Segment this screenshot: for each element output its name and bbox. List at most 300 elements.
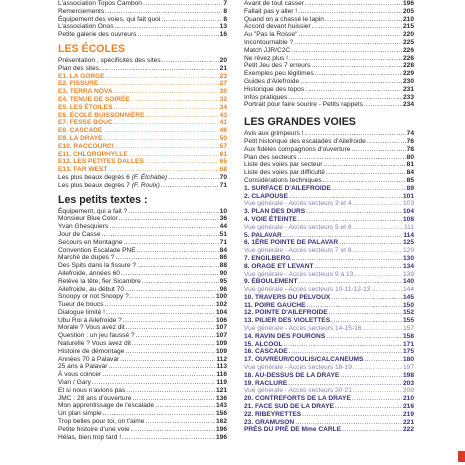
dot-leader <box>294 39 402 47</box>
dot-leader <box>289 55 402 63</box>
entry-title <box>244 200 352 208</box>
dot-leader <box>124 239 219 247</box>
toc-entry[interactable] <box>58 174 227 182</box>
entry-title-text: Guides d'Ailefroide <box>244 77 300 85</box>
toc-entry[interactable] <box>58 135 227 143</box>
entry-title <box>244 247 352 255</box>
toc-entry[interactable] <box>58 254 227 262</box>
toc-column-right <box>244 0 414 434</box>
entry-title <box>244 403 334 411</box>
toc-entry[interactable] <box>58 0 227 8</box>
entry-title-text: Années 70 à Palavar <box>58 355 120 363</box>
dot-leader <box>299 278 402 286</box>
entry-title-text: Vue générale - Accès secteurs 14-15-16 <box>244 325 362 333</box>
entry-title-text: E10. RACCOURCI <box>58 142 114 150</box>
toc-entry[interactable] <box>244 31 414 39</box>
toc-entry[interactable] <box>244 278 414 286</box>
entry-title-text: Vue générale - Accès secteurs 18-19 <box>244 364 352 372</box>
entry-title <box>244 356 363 364</box>
dot-leader <box>302 411 402 419</box>
toc-subentry[interactable] <box>244 200 414 208</box>
entry-title-text: Vue générale - Accès secteurs 7 et 8 <box>244 247 352 255</box>
entry-title <box>58 286 124 294</box>
toc-entry[interactable] <box>244 403 414 411</box>
toc-entry[interactable] <box>58 158 227 166</box>
dot-leader <box>126 324 215 332</box>
dot-leader <box>364 356 402 364</box>
entry-title-text: E5. LES ÉTOILES <box>58 103 113 111</box>
toc-entry[interactable] <box>58 309 227 317</box>
entry-title-text: 2. CLAPOUSE <box>244 192 288 200</box>
ecoles-list <box>58 73 227 174</box>
toc-subentry[interactable] <box>244 364 414 372</box>
entry-title <box>244 62 310 70</box>
page-number: 76 <box>406 137 414 145</box>
toc-entry[interactable] <box>58 73 227 81</box>
dot-leader <box>105 301 215 309</box>
entry-title-text: 19. RACLURE <box>244 379 288 387</box>
toc-entry[interactable] <box>58 231 227 239</box>
entry-title <box>244 138 366 146</box>
toc-entry[interactable] <box>244 138 414 146</box>
page-number: 74 <box>406 130 414 138</box>
toc-entry[interactable] <box>58 104 227 112</box>
entry-credit: (F. Étchabe) <box>129 173 168 181</box>
dot-leader <box>128 208 218 216</box>
entry-title-text: Équipement des voies, qui fait quoi <box>58 15 161 23</box>
dot-leader <box>162 57 219 65</box>
entry-title <box>244 169 325 177</box>
ecoles-pre-list <box>58 57 227 73</box>
entry-title-text: À vous coincer <box>58 371 102 379</box>
toc-entry[interactable] <box>244 16 414 24</box>
entry-title <box>58 402 154 410</box>
entry-title <box>244 216 297 224</box>
page-number: 102 <box>215 301 227 309</box>
entry-title <box>58 254 114 262</box>
dot-leader <box>353 247 402 255</box>
toc-entry[interactable] <box>58 293 227 301</box>
entry-title-text: Ubu Roi à Ailefroide ? <box>58 316 122 324</box>
toc-entry[interactable] <box>244 239 414 247</box>
toc-entry[interactable] <box>244 185 414 193</box>
toc-entry[interactable] <box>244 86 414 94</box>
entry-title-text: Secours en Montagne <box>58 238 123 246</box>
entry-title <box>58 348 124 356</box>
toc-subentry[interactable] <box>244 224 414 232</box>
entry-title-text: 10. TRAVERS DU PELVOUX <box>244 293 331 301</box>
page-number: 228 <box>402 62 414 70</box>
dot-leader <box>305 130 406 138</box>
toc-entry[interactable] <box>244 177 414 185</box>
entry-title <box>244 185 331 193</box>
toc-entry[interactable] <box>58 215 227 223</box>
entry-title <box>244 23 311 31</box>
entry-title-text: Des Spits dans la fissure ? <box>58 262 137 270</box>
page-number: 90 <box>219 269 227 277</box>
toc-entry[interactable] <box>244 372 414 380</box>
toc-subentry[interactable] <box>244 387 414 395</box>
toc-entry[interactable] <box>58 340 227 348</box>
toc-entry[interactable] <box>58 8 227 16</box>
toc-entry[interactable] <box>244 411 414 419</box>
entry-title <box>58 426 130 434</box>
entry-title <box>244 146 350 154</box>
dot-leader <box>113 104 218 112</box>
dot-leader <box>106 73 219 81</box>
entry-title <box>244 86 304 94</box>
entry-title-text: Petite histoire d'une voie <box>58 425 130 433</box>
entry-title-text: E8. CASCADE <box>58 127 103 135</box>
toc-entry[interactable] <box>58 434 227 442</box>
entry-title-text: 16. CASCADE <box>244 348 288 356</box>
toc-entry[interactable] <box>58 182 227 190</box>
dot-leader <box>353 224 403 232</box>
toc-entry[interactable] <box>58 278 227 286</box>
entry-title <box>58 215 118 223</box>
entry-title <box>58 127 102 135</box>
entry-title-text: E11. CHLOROPHYLLE <box>58 150 128 158</box>
entry-title <box>244 395 351 403</box>
toc-entry[interactable] <box>244 317 414 325</box>
entry-title <box>244 387 352 395</box>
entry-title <box>244 239 338 247</box>
entry-title <box>58 278 141 286</box>
entry-title-text: 17. OUVREUR/COULIS/CALCANEUMS <box>244 356 364 364</box>
entry-title <box>244 177 322 185</box>
toc-entry[interactable] <box>58 317 227 325</box>
dot-leader <box>125 348 215 356</box>
dot-leader <box>102 371 215 379</box>
dot-leader <box>155 402 215 410</box>
toc-entry[interactable] <box>244 47 414 55</box>
page-number: 16 <box>219 31 227 39</box>
entry-title <box>244 380 287 388</box>
page-number: 175 <box>402 348 414 356</box>
toc-entry[interactable] <box>58 223 227 231</box>
dot-leader <box>323 161 405 169</box>
toc-entry[interactable] <box>58 96 227 104</box>
entry-title <box>58 231 101 239</box>
page-number: 134 <box>402 262 414 270</box>
toc-entry[interactable] <box>244 208 414 216</box>
page-number: 230 <box>402 77 414 85</box>
toc-entry[interactable] <box>244 309 414 317</box>
dot-leader <box>103 410 215 418</box>
entry-title <box>58 135 103 143</box>
page-number: 121 <box>215 386 227 394</box>
dot-leader <box>137 247 219 255</box>
toc-entry[interactable] <box>58 239 227 247</box>
toc-entry[interactable] <box>58 410 227 418</box>
page-number: 70 <box>219 173 227 181</box>
page-number: 84 <box>406 169 414 177</box>
toc-entry[interactable] <box>244 302 414 310</box>
dot-leader <box>108 166 218 174</box>
dot-leader <box>342 426 402 434</box>
page-number: 234 <box>402 101 414 109</box>
toc-entry[interactable] <box>244 70 414 78</box>
toc-entry[interactable] <box>58 286 227 294</box>
entry-title <box>58 143 114 151</box>
toc-entry[interactable] <box>244 154 414 162</box>
entry-title <box>58 262 136 270</box>
entry-credit: (F. Roulx) <box>129 181 160 189</box>
toc-entry[interactable] <box>58 387 227 395</box>
toc-entry[interactable] <box>58 166 227 174</box>
toc-entry[interactable] <box>58 348 227 356</box>
entry-title <box>58 340 131 348</box>
page-number: 156 <box>215 410 227 418</box>
entry-title-text: Plan des sites <box>58 64 100 72</box>
page-number: 34 <box>219 103 227 111</box>
page-number: 150 <box>402 301 414 309</box>
toc-entry[interactable] <box>58 127 227 135</box>
toc-entry[interactable] <box>244 62 414 70</box>
entry-title <box>58 23 114 31</box>
entry-title <box>244 294 330 302</box>
entry-title-text: Remerciements <box>58 7 105 15</box>
dot-leader <box>315 263 402 271</box>
entry-title-text: 13. PILIER DES VIOLETTES <box>244 317 331 325</box>
entry-title-text: E2. FISSURE <box>58 80 99 88</box>
toc-entry[interactable] <box>244 78 414 86</box>
page-number: 113 <box>216 363 227 371</box>
entry-title <box>58 332 135 340</box>
page-number: 10 <box>219 207 227 215</box>
toc-entry[interactable] <box>58 332 227 340</box>
entry-title-text: 3. PLAN DES DURS <box>244 208 306 216</box>
toc-entry[interactable] <box>58 119 227 127</box>
entry-title-text: 7. ENGILBERG <box>244 254 291 262</box>
toc-entry[interactable] <box>58 16 227 24</box>
dot-leader <box>305 86 402 94</box>
entry-title <box>244 224 352 232</box>
toc-entry[interactable] <box>58 324 227 332</box>
page-number: 140 <box>402 278 414 286</box>
entry-title <box>58 223 108 231</box>
dot-leader <box>364 101 402 109</box>
toc-entry[interactable] <box>244 380 414 388</box>
entry-title-text: Liste des voies par difficulté <box>244 169 325 177</box>
page-number: 158 <box>402 332 414 340</box>
dot-leader <box>115 23 219 31</box>
entry-title-text: E9. LA DRAYE <box>58 134 103 142</box>
toc-entry[interactable] <box>244 169 414 177</box>
toc-entry[interactable] <box>58 379 227 387</box>
toc-entry[interactable] <box>58 65 227 73</box>
dot-leader <box>315 70 402 78</box>
entry-title-text: 21. FACE SUD DE LA DRAYE <box>244 403 335 411</box>
entry-title-text: E13. FAR WEST <box>58 166 108 174</box>
entry-title <box>244 325 361 333</box>
page-number: 68 <box>219 166 227 174</box>
entry-title-text: E7. FESSE BOUC <box>58 119 113 127</box>
entry-title-text: PRÈS DU PRÉ DE Mme CARLE <box>244 426 342 434</box>
dot-leader <box>119 215 219 223</box>
page-number: 196 <box>215 433 227 441</box>
toc-subentry[interactable] <box>244 286 414 294</box>
page-number: 114 <box>403 231 414 239</box>
toc-entry[interactable] <box>58 80 227 88</box>
page-number: 125 <box>402 239 414 247</box>
toc-entry[interactable] <box>244 341 414 349</box>
dot-leader <box>109 223 218 231</box>
page-number: 116 <box>216 371 227 379</box>
entry-title <box>58 293 129 301</box>
entry-title-text: Équipement, qui a fait ? <box>58 207 128 215</box>
toc-entry[interactable] <box>244 94 414 102</box>
toc-entry[interactable] <box>244 55 414 63</box>
dot-leader <box>298 31 402 39</box>
toc-entry[interactable] <box>58 208 227 216</box>
entry-title-text: Mon apprentissage de l'escalade <box>58 402 155 410</box>
toc-entry[interactable] <box>244 130 414 138</box>
intro-list <box>58 0 227 39</box>
toc-entry[interactable] <box>244 39 414 47</box>
toc-entry[interactable] <box>58 88 227 96</box>
entry-title-text: Plan des secteurs <box>244 153 297 161</box>
dot-leader <box>353 387 402 395</box>
entry-title-text: L'association Onos <box>58 23 114 31</box>
entry-title <box>58 309 105 317</box>
entry-title <box>58 324 125 332</box>
page-number: 65 <box>219 158 227 166</box>
toc-entry[interactable] <box>58 402 227 410</box>
entry-title <box>58 96 130 104</box>
dot-leader <box>122 434 215 442</box>
toc-entry[interactable] <box>244 8 414 16</box>
dot-leader <box>323 177 406 185</box>
toc-entry[interactable] <box>244 101 414 109</box>
toc-entry[interactable] <box>58 262 227 270</box>
entry-title <box>244 47 290 55</box>
entry-title <box>244 255 291 263</box>
entry-title <box>58 16 160 24</box>
dot-leader <box>129 151 219 159</box>
entry-title-text: L'association Topos Cambon <box>58 0 142 7</box>
page-number: 196 <box>402 0 414 7</box>
page-number: 107 <box>215 332 227 340</box>
toc-entry[interactable] <box>244 0 414 8</box>
entry-title-text: Liste des voies par secteur <box>244 161 323 169</box>
page-number: 205 <box>402 7 414 15</box>
page-number: 144 <box>402 286 414 294</box>
page-number: 30 <box>219 88 227 96</box>
entry-title-text: Avis aux grimpeurs ! <box>244 130 304 138</box>
entry-title <box>244 426 341 434</box>
toc-entry[interactable] <box>58 395 227 403</box>
page-number: 226 <box>402 54 414 62</box>
entry-title-text: Vue générale - Accès secteurs 10-11-12-13 <box>244 286 371 294</box>
page-number: 210 <box>402 395 414 403</box>
toc-entry[interactable] <box>244 356 414 364</box>
dot-leader <box>131 96 219 104</box>
page-number: 157 <box>402 325 414 333</box>
entry-title-text: 12. POINTE D'AILEFROIDE <box>244 309 328 317</box>
beaux-degres-list <box>58 174 227 190</box>
toc-entry[interactable] <box>58 57 227 65</box>
page-number: 23 <box>219 72 227 80</box>
toc-entry[interactable] <box>244 294 414 302</box>
toc-entry[interactable] <box>244 216 414 224</box>
entry-title <box>58 182 160 190</box>
toc-entry[interactable] <box>58 112 227 120</box>
entry-title <box>244 154 296 162</box>
page-number: 100 <box>215 293 227 301</box>
page-number: 196 <box>215 425 227 433</box>
toc-entry[interactable] <box>244 23 414 31</box>
page-number: 215 <box>402 23 414 31</box>
entry-title <box>58 166 107 174</box>
toc-entry[interactable] <box>58 23 227 31</box>
entry-title-text: JMC : 28 ans d'ouverture <box>58 394 132 402</box>
toc-entry[interactable] <box>58 143 227 151</box>
entry-title-text: Aux fidèles compagnons d'ouverture <box>244 145 351 153</box>
toc-entry[interactable] <box>58 418 227 426</box>
page-edge-tab <box>458 451 465 462</box>
dot-leader <box>168 174 219 182</box>
grandes-voies-pre-list <box>244 130 414 185</box>
page-number: 107 <box>215 324 227 332</box>
toc-entry[interactable] <box>244 161 414 169</box>
dot-leader <box>142 278 219 286</box>
entry-title <box>58 31 136 39</box>
toc-entry[interactable] <box>58 356 227 364</box>
entry-title-text: Tueur de boucs <box>58 301 104 309</box>
entry-title-text: Accord devant huissier <box>244 23 311 31</box>
dot-leader <box>289 348 402 356</box>
toc-entry[interactable] <box>244 263 414 271</box>
toc-entry[interactable] <box>244 426 414 434</box>
toc-entry[interactable] <box>244 348 414 356</box>
toc-entry[interactable] <box>58 270 227 278</box>
toc-entry[interactable] <box>244 255 414 263</box>
page-number: 220 <box>402 31 414 39</box>
page-number: 51 <box>219 230 227 238</box>
entry-title-text: Vue générale - Accès secteurs 20-21 <box>244 387 352 395</box>
toc-subentry[interactable] <box>244 247 414 255</box>
toc-entry[interactable] <box>244 333 414 341</box>
toc-entry[interactable] <box>244 193 414 201</box>
entry-title-text: Match JJR/C2C <box>244 46 291 54</box>
toc-entry[interactable] <box>244 146 414 154</box>
entry-title <box>244 341 283 349</box>
entry-title-text: Les plus beaux degrés 7 <box>58 181 130 189</box>
toc-entry[interactable] <box>58 247 227 255</box>
toc-entry[interactable] <box>58 151 227 159</box>
toc-entry[interactable] <box>58 426 227 434</box>
dot-leader <box>109 363 216 371</box>
page-number: 108 <box>402 215 414 223</box>
entry-title <box>244 16 324 24</box>
toc-entry[interactable] <box>244 395 414 403</box>
page-number: 88 <box>219 262 227 270</box>
dot-leader <box>131 426 215 434</box>
toc-subentry[interactable] <box>244 325 414 333</box>
dot-leader <box>115 143 219 151</box>
toc-entry[interactable] <box>58 301 227 309</box>
page-number: 96 <box>219 285 227 293</box>
toc-entry[interactable] <box>58 371 227 379</box>
toc-entry[interactable] <box>58 31 227 39</box>
dot-leader <box>121 270 219 278</box>
page-number: 203 <box>402 379 414 387</box>
page-number: 111 <box>403 223 414 231</box>
entry-title-text: Petite galerie des ouvreurs <box>58 31 137 39</box>
page-number: 32 <box>219 95 227 103</box>
page-number: 61 <box>219 150 227 158</box>
